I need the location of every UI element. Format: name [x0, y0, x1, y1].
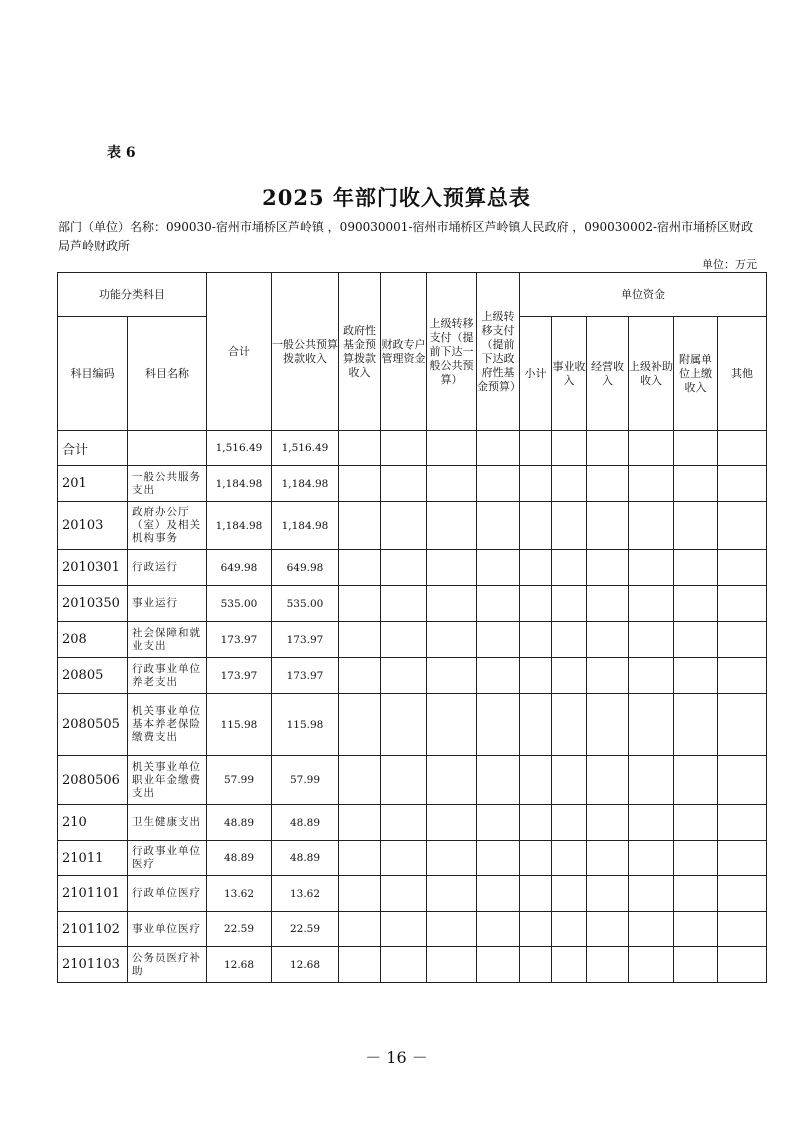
row-general: 13.62: [272, 876, 339, 912]
row-general: 1,516.49: [272, 431, 339, 466]
department-line: 部门（单位）名称：090030-宿州市埇桥区芦岭镇 ，090030001-宿州市埇桥区芦岭镇人民政府 ，090030002-宿州市埇桥区财政局芦岭财政所: [58, 220, 754, 253]
row-total: 649.98: [207, 550, 272, 586]
header-general-budget: 一般公共预算拨款收入: [272, 273, 339, 431]
table-row: [58, 466, 767, 502]
row-name: 行政单位医疗: [128, 876, 207, 912]
header-unit-funds: 单位资金: [520, 273, 767, 317]
row-total: 22.59: [207, 912, 272, 947]
row-code: 21011: [58, 841, 128, 876]
row-general: 173.97: [272, 622, 339, 658]
row-code: 20103: [58, 502, 128, 550]
table-row: [58, 658, 767, 694]
row-general: 173.97: [272, 658, 339, 694]
header-transfer-general: 上级转移支付（提前下达一般公共预算）: [427, 273, 477, 431]
header-operating-income: 经营收入: [587, 317, 629, 431]
table-row: [58, 947, 767, 983]
table-row: [58, 841, 767, 876]
row-name: [128, 431, 207, 466]
header-func-class: 功能分类科目: [58, 273, 207, 317]
row-name: 行政事业单位养老支出: [128, 658, 207, 694]
row-code: 2080506: [58, 756, 128, 805]
table-row: [58, 586, 767, 622]
header-name: 科目名称: [128, 317, 207, 431]
row-name: 一般公共服务支出: [128, 466, 207, 502]
row-code: 2010350: [58, 586, 128, 622]
header-gov-fund: 政府性基金预算拨款收入: [339, 273, 381, 431]
row-name: 行政运行: [128, 550, 207, 586]
table-row: [58, 912, 767, 947]
row-general: 1,184.98: [272, 502, 339, 550]
row-total: 535.00: [207, 586, 272, 622]
row-general: 115.98: [272, 694, 339, 756]
row-general: 22.59: [272, 912, 339, 947]
header-fiscal-special: 财政专户管理资金: [381, 273, 427, 431]
row-code: 210: [58, 805, 128, 841]
row-general: 12.68: [272, 947, 339, 983]
row-name: 卫生健康支出: [128, 805, 207, 841]
table-row: [58, 805, 767, 841]
header-affiliated-income: 附属单位上缴收入: [674, 317, 718, 431]
page-number: － 16 －: [365, 1048, 428, 1067]
table-row: [58, 876, 767, 912]
row-total: 1,184.98: [207, 466, 272, 502]
row-name: 政府办公厅（室）及相关机构事务: [128, 502, 207, 550]
row-total: 173.97: [207, 622, 272, 658]
row-name: 社会保障和就业支出: [128, 622, 207, 658]
row-code: 208: [58, 622, 128, 658]
row-name: 事业单位医疗: [128, 912, 207, 947]
row-total: 115.98: [207, 694, 272, 756]
header-subtotal: 小计: [520, 317, 552, 431]
page-title: 2025 年部门收入预算总表: [262, 185, 531, 210]
table-row: [58, 550, 767, 586]
row-general: 1,184.98: [272, 466, 339, 502]
row-name: 公务员医疗补助: [128, 947, 207, 983]
row-total: 1,516.49: [207, 431, 272, 466]
row-total: 1,184.98: [207, 502, 272, 550]
table-number-label: 表 6: [107, 145, 136, 161]
row-name: 事业运行: [128, 586, 207, 622]
row-name: 机关事业单位职业年金缴费支出: [128, 756, 207, 805]
header-superior-subsidy: 上级补助收入: [629, 317, 674, 431]
row-code: 合计: [58, 431, 128, 466]
header-transfer-gov-fund: 上级转移支付（提前下达政府性基金预算）: [477, 273, 520, 431]
unit-label: 单位：万元: [702, 258, 757, 271]
table-row: [58, 431, 767, 466]
header-business-income: 事业收入: [552, 317, 587, 431]
table-body: [58, 431, 767, 983]
row-code: 201: [58, 466, 128, 502]
row-code: 2101101: [58, 876, 128, 912]
table-row: [58, 694, 767, 756]
table-row: [58, 622, 767, 658]
row-general: 535.00: [272, 586, 339, 622]
row-total: 12.68: [207, 947, 272, 983]
row-general: 48.89: [272, 841, 339, 876]
row-total: 48.89: [207, 841, 272, 876]
row-code: 2101102: [58, 912, 128, 947]
row-general: 57.99: [272, 756, 339, 805]
row-general: 48.89: [272, 805, 339, 841]
row-general: 649.98: [272, 550, 339, 586]
row-total: 48.89: [207, 805, 272, 841]
row-code: 2080505: [58, 694, 128, 756]
row-code: 2101103: [58, 947, 128, 983]
revenue-budget-table: [57, 272, 767, 983]
header-other: 其他: [718, 317, 767, 431]
table-row: [58, 502, 767, 550]
row-name: 机关事业单位基本养老保险缴费支出: [128, 694, 207, 756]
table-row: [58, 756, 767, 805]
header-code: 科目编码: [58, 317, 128, 431]
row-total: 13.62: [207, 876, 272, 912]
row-name: 行政事业单位医疗: [128, 841, 207, 876]
row-total: 57.99: [207, 756, 272, 805]
row-code: 2010301: [58, 550, 128, 586]
row-code: 20805: [58, 658, 128, 694]
header-total: 合计: [207, 273, 272, 431]
row-total: 173.97: [207, 658, 272, 694]
